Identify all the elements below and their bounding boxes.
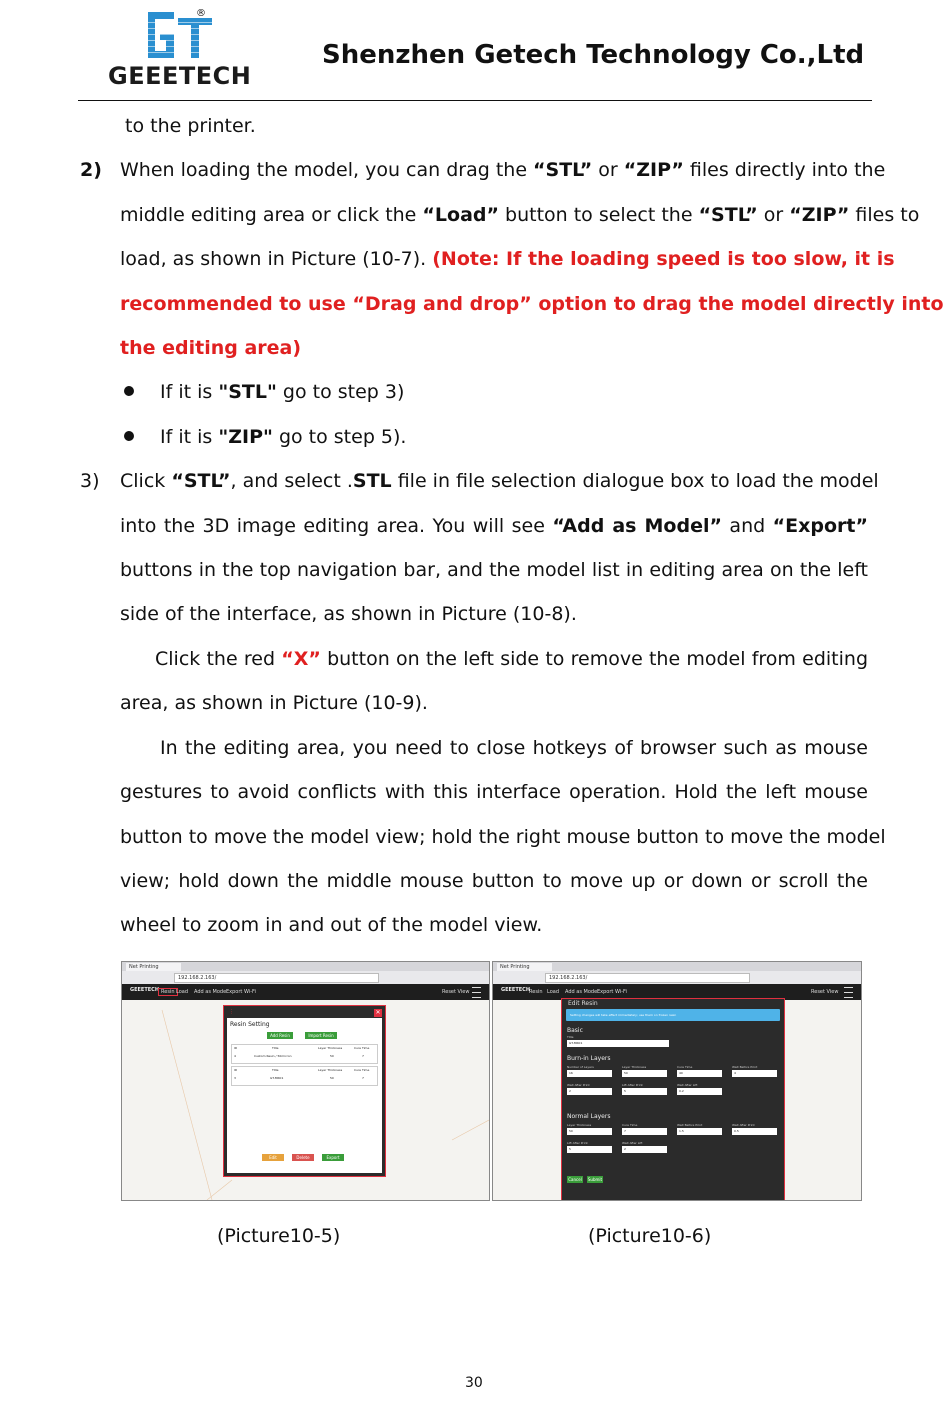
bullet-stl: If it is "STL" go to step 3) — [160, 381, 405, 403]
company-name: Shenzhen Getech Technology Co.,Ltd — [322, 40, 865, 70]
dialog-title: Resin Setting — [230, 1021, 270, 1028]
edit-resin-heading: Edit Resin — [568, 1000, 598, 1007]
notice-banner: Setting changes will take effect immediately; use them on frozen resin — [566, 1009, 780, 1021]
nav-resin: Resin — [529, 989, 543, 995]
edit-resin-dialog: Edit Resin Setting changes will take effect immediately; use them on frozen resin Basic Title GT-MR01 Burn-in Layers Number of Layers Layer Thickness Cure Time Wait Before Print 16 50 40 4 Wait After Print Lift After Print Wait After Lift 2 5 0.2 Normal Layers Layer Thickness Cure Time Wait Before Print Wait After Print 50 7 1.5 0.5 Lift After Print Wait After Lift 5 2 Cancel Submit — [561, 998, 785, 1201]
url-bar: 192.168.2.163/ — [174, 973, 379, 983]
bullet-dot-icon — [124, 386, 134, 396]
title-input: GT-MR01 — [567, 1040, 669, 1047]
burnin-heading: Burn-in Layers — [567, 1055, 611, 1062]
editing-canvas — [493, 1000, 861, 1200]
nav-reset-view: Reset View — [811, 989, 839, 995]
screenshot-edit-resin — [492, 961, 862, 1201]
p3-line-4: side of the interface, as shown in Picture (10-8). — [120, 603, 577, 625]
import-resin-button: Import Resin — [305, 1032, 337, 1039]
p5-line-3: button to move the model view; hold the right mouse button to move the model — [120, 826, 886, 848]
nav-logo: GEEETECH — [130, 987, 160, 993]
nav-add-as-model: Add as Model — [565, 989, 599, 995]
p2-line-3: load, as shown in Picture (10-7). (Note: If the loading speed is too slow, it is — [120, 248, 895, 270]
url-bar: 192.168.2.163/ — [545, 973, 750, 983]
dialog-marker: ⋮ — [229, 1009, 234, 1015]
caption-left: (Picture10-5) — [217, 1225, 341, 1247]
nav-wifi: Wi-Fi — [244, 989, 256, 995]
nav-export: Export — [226, 989, 243, 995]
browser-tab: Net Printing — [126, 963, 181, 971]
nav-export: Export — [597, 989, 614, 995]
p5-line-2: gestures to avoid conflicts with this interface operation. Hold the left mouse — [120, 781, 868, 803]
p4-line-2: area, as shown in Picture (10-9). — [120, 692, 428, 714]
normal-heading: Normal Layers — [567, 1113, 611, 1120]
nav-add-as-model: Add as Model — [194, 989, 228, 995]
caption-right: (Picture10-6) — [588, 1225, 712, 1247]
p2-line-4-note: recommended to use “Drag and drop” option to drag the model directly into — [120, 293, 944, 315]
nav-resin: Resin — [158, 988, 178, 996]
bullet-zip: If it is "ZIP" go to step 5). — [160, 426, 407, 448]
basic-heading: Basic — [567, 1027, 583, 1034]
add-resin-button: Add Resin — [267, 1032, 293, 1039]
gt-logo-mark-icon — [144, 12, 216, 60]
bullet-dot-icon — [124, 431, 134, 441]
resin-table-1: ID Title Layer Thickness Cure Time 4 Custom Resin / 50micron 50 7 — [231, 1044, 378, 1064]
page-number: 30 — [465, 1375, 483, 1391]
nav-load: Load — [176, 989, 188, 995]
p5-line-1: In the editing area, you need to close hotkeys of browser such as mouse — [160, 737, 868, 759]
dialog-panel — [227, 1018, 382, 1173]
p3-line-3: buttons in the top navigation bar, and the model list in editing area on the left — [120, 559, 868, 581]
registered-mark: ® — [196, 8, 206, 19]
submit-button: Submit — [587, 1177, 603, 1182]
app-navbar — [122, 984, 489, 1000]
nav-wifi: Wi-Fi — [615, 989, 627, 995]
export-button: Export — [322, 1154, 344, 1161]
nav-reset-view: Reset View — [442, 989, 470, 995]
continued-line: to the printer. — [125, 115, 256, 137]
resin-table-2: ID Title Layer Thickness Cure Time 3 GT-MR01 50 7 — [231, 1066, 378, 1086]
p2-line-1: When loading the model, you can drag the “STL” or “ZIP” files directly into the — [120, 159, 886, 181]
resin-setting-dialog — [223, 1005, 386, 1177]
logo-text: GEEETECH — [108, 62, 252, 90]
close-icon: ✕ — [375, 1009, 381, 1016]
p2-line-5-note: the editing area) — [120, 337, 302, 359]
nav-load: Load — [547, 989, 559, 995]
item-2-number: 2) — [80, 159, 102, 181]
menu-icon — [844, 987, 853, 998]
edit-button: Edit — [262, 1154, 284, 1161]
editing-canvas — [122, 1000, 489, 1200]
nav-logo: GEEETECH — [501, 987, 531, 993]
item-3-number: 3) — [80, 470, 100, 492]
p4-line-1: Click the red “X” button on the left side to remove the model from editing — [155, 648, 869, 670]
browser-tab: Net Printing — [497, 963, 552, 971]
p3-line-2: into the 3D image editing area. You will see “Add as Model” and “Export” — [120, 515, 868, 537]
geeetech-logo — [108, 10, 253, 88]
p2-line-2: middle editing area or click the “Load” button to select the “STL” or “ZIP” files to — [120, 204, 920, 226]
cancel-button: Cancel — [568, 1177, 582, 1182]
screenshot-resin-setting — [121, 961, 490, 1201]
p3-line-1: Click “STL”, and select .STL file in file selection dialogue box to load the model — [120, 470, 879, 492]
p5-line-5: wheel to zoom in and out of the model view. — [120, 914, 543, 936]
p5-line-4: view; hold down the middle mouse button to move up or down or scroll the — [120, 870, 868, 892]
delete-button: Delete — [292, 1154, 314, 1161]
header-rule — [78, 100, 872, 101]
menu-icon — [472, 987, 481, 998]
